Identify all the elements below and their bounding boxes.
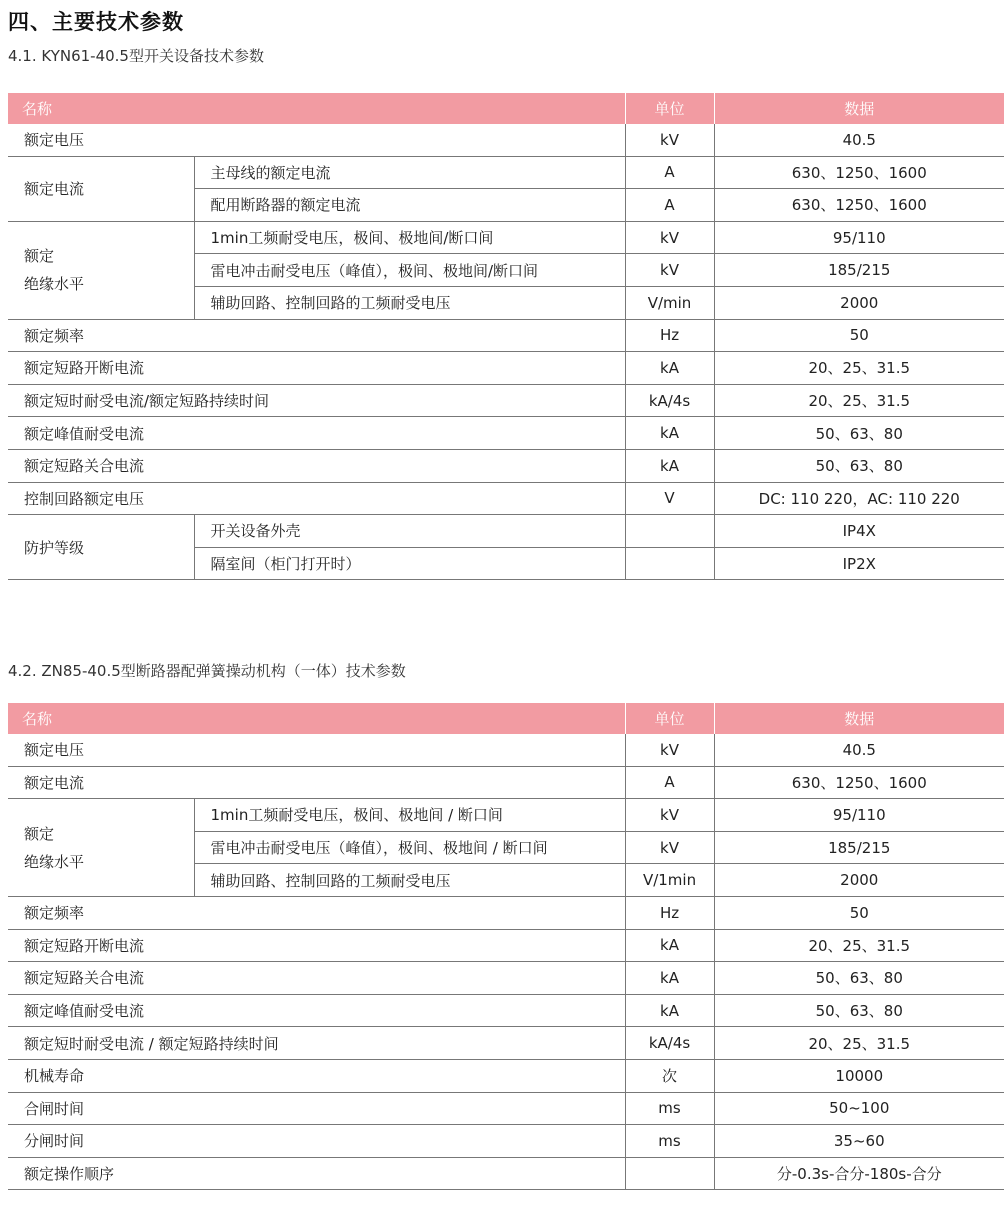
row-value: 20、25、31.5 [714, 929, 1004, 962]
row-value: 185/215 [714, 831, 1004, 864]
row-subname: 隔室间（柜门打开时） [194, 547, 625, 580]
table-row [8, 896, 1004, 929]
row-unit: kA [625, 962, 714, 995]
row-name-line2: 绝缘水平 [24, 275, 85, 294]
table-row [8, 766, 1004, 799]
row-name: 额定短路关合电流 [8, 449, 625, 482]
table-row [8, 124, 1004, 156]
row-value: 50、63、80 [714, 417, 1004, 450]
table-row [8, 156, 1004, 189]
row-unit: Hz [625, 319, 714, 352]
row-name: 防护等级 [8, 515, 194, 580]
row-unit: kV [625, 254, 714, 287]
header-unit: 单位 [625, 93, 714, 124]
row-value: 2000 [714, 864, 1004, 897]
header-name: 名称 [8, 703, 625, 734]
row-value: 630、1250、1600 [714, 189, 1004, 222]
table-row [8, 449, 1004, 482]
row-unit: V/min [625, 286, 714, 319]
row-unit: kV [625, 831, 714, 864]
header-value: 数据 [714, 703, 1004, 734]
table-row [8, 515, 1004, 548]
table-row [8, 1027, 1004, 1060]
row-unit: A [625, 189, 714, 222]
row-unit [625, 515, 714, 548]
row-value: DC: 110 220，AC: 110 220 [714, 482, 1004, 515]
row-unit: kA [625, 417, 714, 450]
row-value: 50 [714, 896, 1004, 929]
row-name [8, 221, 194, 319]
row-value: 40.5 [714, 734, 1004, 766]
row-value: 35~60 [714, 1125, 1004, 1158]
row-value: 40.5 [714, 124, 1004, 156]
row-value: 2000 [714, 286, 1004, 319]
row-value: 630、1250、1600 [714, 156, 1004, 189]
row-value: 50、63、80 [714, 962, 1004, 995]
table-row [8, 1125, 1004, 1158]
table1-kyn61-spec [8, 93, 1004, 580]
row-name-line2: 绝缘水平 [24, 852, 85, 871]
row-subname: 辅助回路、控制回路的工频耐受电压 [194, 286, 625, 319]
row-unit: kA [625, 352, 714, 385]
row-name: 额定短时耐受电流 / 额定短路持续时间 [8, 1027, 625, 1060]
row-subname: 主母线的额定电流 [194, 156, 625, 189]
row-name: 额定电流 [8, 766, 625, 799]
row-value: 20、25、31.5 [714, 1027, 1004, 1060]
table-row [8, 482, 1004, 515]
header-name: 名称 [8, 93, 625, 124]
table-row [8, 994, 1004, 1027]
table-row [8, 1059, 1004, 1092]
row-subname: 开关设备外壳 [194, 515, 625, 548]
row-unit: ms [625, 1092, 714, 1125]
row-value: 50、63、80 [714, 449, 1004, 482]
table-row [8, 352, 1004, 385]
row-value: 95/110 [714, 221, 1004, 254]
row-subname: 1min工频耐受电压，极间、极地间 / 断口间 [194, 799, 625, 832]
row-value: 10000 [714, 1059, 1004, 1092]
row-unit: A [625, 156, 714, 189]
row-value: 630、1250、1600 [714, 766, 1004, 799]
row-unit: kV [625, 124, 714, 156]
table-row [8, 417, 1004, 450]
table-row [8, 1092, 1004, 1125]
row-name-line1: 额定 [24, 247, 55, 266]
row-subname: 辅助回路、控制回路的工频耐受电压 [194, 864, 625, 897]
row-unit: kV [625, 221, 714, 254]
row-name: 额定短路开断电流 [8, 352, 625, 385]
row-name: 额定电压 [8, 124, 625, 156]
row-value: 50 [714, 319, 1004, 352]
row-subname: 雷电冲击耐受电压（峰值），极间、极地间 / 断口间 [194, 831, 625, 864]
row-value: 20、25、31.5 [714, 352, 1004, 385]
row-name: 额定电压 [8, 734, 625, 766]
row-subname: 雷电冲击耐受电压（峰值），极间、极地间/断口间 [194, 254, 625, 287]
row-unit: kA [625, 994, 714, 1027]
row-value: 95/110 [714, 799, 1004, 832]
row-name: 控制回路额定电压 [8, 482, 625, 515]
row-unit: kV [625, 799, 714, 832]
row-value: IP2X [714, 547, 1004, 580]
row-value: 50~100 [714, 1092, 1004, 1125]
table2-header-row [8, 703, 1004, 734]
row-name: 额定峰值耐受电流 [8, 994, 625, 1027]
table-row [8, 384, 1004, 417]
row-name-line1: 额定 [24, 824, 55, 843]
header-unit: 单位 [625, 703, 714, 734]
row-unit: kA [625, 449, 714, 482]
header-value: 数据 [714, 93, 1004, 124]
table-row [8, 962, 1004, 995]
table-row [8, 734, 1004, 766]
row-unit: kA/4s [625, 1027, 714, 1060]
row-value: 50、63、80 [714, 994, 1004, 1027]
row-unit: ms [625, 1125, 714, 1158]
table-row [8, 929, 1004, 962]
row-value: IP4X [714, 515, 1004, 548]
row-subname: 1min工频耐受电压，极间、极地间/断口间 [194, 221, 625, 254]
row-name: 额定峰值耐受电流 [8, 417, 625, 450]
row-unit: kA/4s [625, 384, 714, 417]
row-name: 额定短路关合电流 [8, 962, 625, 995]
table-row [8, 799, 1004, 832]
row-unit: 次 [625, 1059, 714, 1092]
row-unit [625, 547, 714, 580]
row-unit: kA [625, 929, 714, 962]
table-row [8, 221, 1004, 254]
table-row [8, 1157, 1004, 1190]
table1-header-row [8, 93, 1004, 124]
row-name: 合闸时间 [8, 1092, 625, 1125]
row-unit: kV [625, 734, 714, 766]
row-name: 额定短路开断电流 [8, 929, 625, 962]
table-row [8, 319, 1004, 352]
row-name: 额定短时耐受电流/额定短路持续时间 [8, 384, 625, 417]
row-name [8, 799, 194, 897]
row-value: 185/215 [714, 254, 1004, 287]
row-value: 分-0.3s-合分-180s-合分 [714, 1157, 1004, 1190]
row-unit: V/1min [625, 864, 714, 897]
row-value: 20、25、31.5 [714, 384, 1004, 417]
row-name: 额定频率 [8, 319, 625, 352]
row-unit [625, 1157, 714, 1190]
section-heading: 四、主要技术参数 [8, 10, 184, 34]
row-unit: Hz [625, 896, 714, 929]
row-name: 机械寿命 [8, 1059, 625, 1092]
table2-zn85-spec [8, 703, 1004, 1190]
row-unit: V [625, 482, 714, 515]
row-name: 额定频率 [8, 896, 625, 929]
table1-title: 4.1. KYN61-40.5型开关设备技术参数 [8, 47, 264, 65]
row-name: 额定操作顺序 [8, 1157, 625, 1190]
table2-title: 4.2. ZN85-40.5型断路器配弹簧操动机构（一体）技术参数 [8, 662, 406, 680]
row-name: 分闸时间 [8, 1125, 625, 1158]
row-subname: 配用断路器的额定电流 [194, 189, 625, 222]
row-unit: A [625, 766, 714, 799]
row-name: 额定电流 [8, 156, 194, 221]
